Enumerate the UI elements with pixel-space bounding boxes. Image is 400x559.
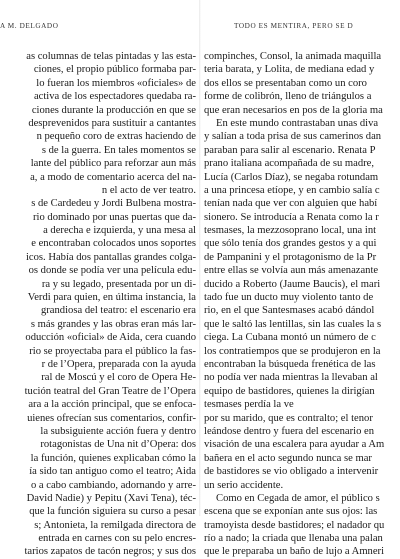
text-line: un serio accidente. [204,479,284,491]
text-line: que sólo tenía dos grandes gestos y a qui [204,238,377,250]
text-line: la subsiguiente acción fuera y dentro [40,425,196,437]
text-line: entre ellas se volvía aun más amenazante [204,265,379,277]
text-line: Como en Cegada de amor, el público s [216,492,380,504]
text-line: forme de colibrón, lleno de triángulos a [204,91,372,103]
left-body-text [0,50,196,559]
text-line: teria barata, y Lolita, de mediana edad y [204,64,375,76]
text-line: tesmases perdía la ve [204,399,294,411]
text-line: ara a la acción principal, que se enfoca- [28,399,196,411]
text-line: la función, quienes explicaban cómo la [30,452,196,464]
text-line: ciones, el propio público formaba par- [33,64,196,76]
text-line: ciones durante la producción en que se [31,104,196,116]
text-line: desprevenidos para sustituir a cantantes [28,117,196,129]
text-line: tenían nada que ver con alguien que habí [204,198,378,210]
text-line: Lucía (Carlos Díaz), se negaba rotundam [204,171,379,183]
text-line: ciega. La Cubana montó un número de c [204,332,376,344]
text-line: a, a modo de comentario acerca del na- [30,171,196,183]
text-line: n pequeño coro de extras haciendo de [36,131,196,143]
text-line: tarios zapatos de tacón negros; y sus dos [24,546,196,558]
text-line: grandiosa del teatro: el escenario era [40,305,196,317]
text-line: que la función siguiera su curso a pesar [29,506,196,518]
text-line: río a nado; la criada que llenaba una palan [204,533,383,545]
text-line: tado fue un ducto muy violento tanto de [204,292,374,304]
text-line: equipo de bastidores, quienes la dirigían [204,385,375,397]
text-line: lo fueran los miembros «oficiales» de [36,77,196,89]
text-line: n el acto de ver teatro. [101,184,196,196]
text-line: de Pampanini y el protagonismo de la Pr [204,251,377,263]
left-page [0,0,196,558]
text-line: y salían a toda prisa de sus camerinos dan [204,131,382,143]
text-line: no podía ver nada mientras la llevaban al [204,372,378,384]
text-line: bañera en el acto segundo nunca se mar [204,452,372,464]
text-line: por su marido, que es contralto; el tenor [204,412,373,424]
text-line: David Nadie) y Pepitu (Xavi Tena), téc- [26,492,196,504]
text-line: os donde se podía ver una película edu- [28,265,196,277]
text-line: que le saltó las lentillas, sin las cuales la s [204,318,382,330]
text-line: ía sido tan antiguo como el teatro; Aida [29,466,196,478]
right-body-text [204,50,400,559]
text-line: lante del público para reforzar aun más [30,158,196,170]
text-line: icos. Había dos pantallas grandes colga- [25,251,196,263]
text-line: prano italiana acompañada de su madre, [204,158,375,170]
text-line: los contratiempos que se produjeron en la [204,345,381,357]
text-line: rio se proyectaba para el público la fas- [29,345,196,357]
text-line: En este mundo contrastaban unas diva [216,117,379,129]
text-line: escena que se exponían ante sus ojos: las [204,506,378,518]
page-gutter [199,0,201,516]
text-line: que le preparaba un baño de lujo a Amneri [204,546,385,558]
text-line: rio dominado por unas puertas que da- [33,211,196,223]
text-line: leándose dentro y fuera del escenario en [204,425,375,437]
left-running-head: A M. DELGADO [0,22,59,30]
text-line: tución teatral del Gran Teatre de l’Opera [24,385,196,397]
text-line: compinches, Consol, la animada maquilla [204,51,382,62]
text-line: a una princesa etíope, y en cambio salía c [204,184,380,196]
text-line: s de la guerra. En tales momentos se [41,144,196,156]
text-line: Verdi para quien, en última instancia, la [27,292,196,304]
text-line: tramoyista desde bastidores; el nadador qu [204,519,385,531]
text-line: de bastidores se vio obligado a intervenir [204,466,379,478]
text-line: encontraban la búsqueda frenética de las [204,358,376,370]
text-line: dos ellos se presentaban como un coro [204,77,367,89]
text-line: rotagonistas de Una nit d’Opera: dos [40,439,196,451]
text-line: visación de una escalera para ayudar a Am [204,439,385,451]
text-line: a derecha e izquierda, y una mesa al [43,225,196,237]
text-line: s de Cardedeu y Jordi Bulbena mostra- [31,198,196,210]
text-line: s; Antonieta, la remilgada directora de [34,519,196,531]
text-line: activa de los espectadores quedaba ra- [33,91,196,103]
text-line: ra y su legado, presentada por un di- [41,278,196,290]
text-line: uienes ofrecían sus comentarios, confir- [27,412,196,424]
text-line: o a cabo cambiando, adornando y arre- [30,479,196,491]
text-line: oducción «oficial» de Aida, cera cuando [25,332,196,344]
text-line: as columnas de telas pintadas y las esta- [26,51,196,62]
text-line: entrada en carnes con su pelo encres- [38,533,196,545]
text-line: s más grandes y las obras eran más lar- [30,318,196,330]
text-line: que eran necesarios en pos de la gloria ma [204,104,383,116]
right-page [204,0,400,558]
text-line: ral de Moscú y el coro de Opera He- [41,372,196,384]
text-line: e encontraban colocados unos soportes [31,238,196,250]
text-line: paraban para salir al escenario. Renata P [204,144,376,156]
right-running-head: TODO ES MENTIRA, PERO SE D [234,22,354,30]
text-line: ducido a Roberto (Jaume Baucis), el mari [204,278,381,290]
text-line: sionero. Se introducía a Renata como la r [204,211,379,223]
text-line: tesmases, la mezzosoprano local, una int [204,225,377,237]
text-line: r de l’Opera, preparada con la ayuda [41,358,196,370]
text-line: rio, en el que Santesmases acabó dándol [204,305,375,317]
